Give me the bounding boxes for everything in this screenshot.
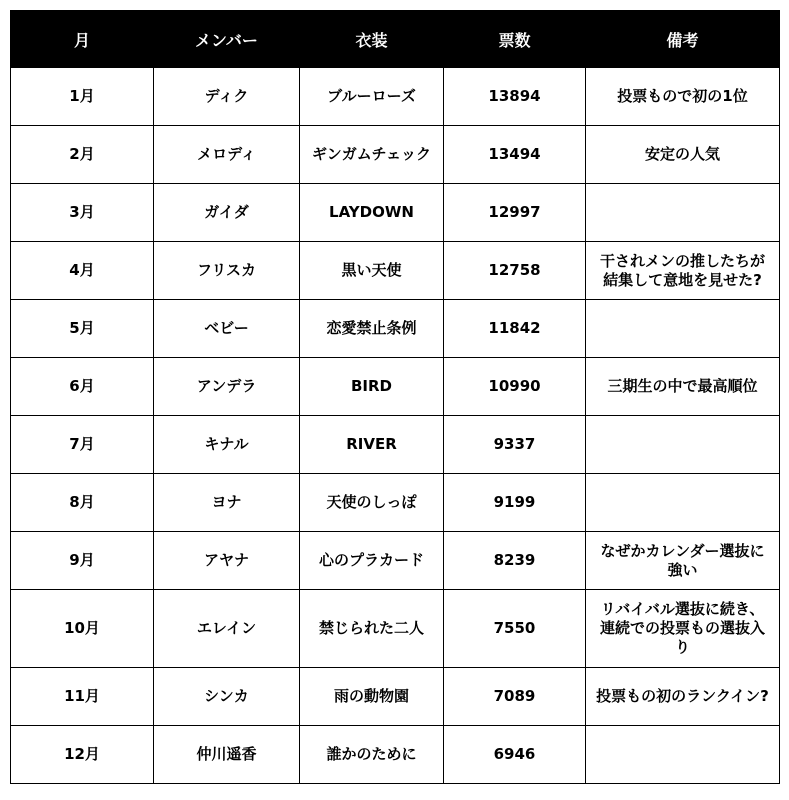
- cell-month: 6月: [11, 358, 154, 416]
- table-header-row: [11, 11, 780, 68]
- cell-member: アヤナ: [154, 532, 300, 590]
- cell-costume: ブルーローズ: [300, 68, 444, 126]
- cell-costume: 誰かのために: [300, 726, 444, 784]
- table-row: [11, 726, 780, 784]
- cell-member: シンカ: [154, 668, 300, 726]
- header-note: 備考: [586, 11, 780, 68]
- cell-note: [586, 474, 780, 532]
- cell-note: [586, 300, 780, 358]
- cell-note: なぜかカレンダー選抜に 強い: [586, 532, 780, 590]
- cell-note: [586, 184, 780, 242]
- cell-costume: 雨の動物園: [300, 668, 444, 726]
- cell-month: 5月: [11, 300, 154, 358]
- header-month: 月: [11, 11, 154, 68]
- cell-costume: 心のプラカード: [300, 532, 444, 590]
- cell-costume: LAYDOWN: [300, 184, 444, 242]
- cell-month: 11月: [11, 668, 154, 726]
- cell-votes: 13894: [444, 68, 586, 126]
- cell-member: キナル: [154, 416, 300, 474]
- cell-note: 投票もので初の1位: [586, 68, 780, 126]
- table-row: [11, 184, 780, 242]
- cell-note: 干されメンの推したちが 結集して意地を見せた?: [586, 242, 780, 300]
- cell-votes: 7089: [444, 668, 586, 726]
- cell-member: 仲川遥香: [154, 726, 300, 784]
- cell-month: 10月: [11, 590, 154, 668]
- cell-votes: 11842: [444, 300, 586, 358]
- cell-votes: 12758: [444, 242, 586, 300]
- cell-member: メロディ: [154, 126, 300, 184]
- cell-note: [586, 416, 780, 474]
- cell-costume: 天使のしっぽ: [300, 474, 444, 532]
- cell-month: 12月: [11, 726, 154, 784]
- cell-votes: 7550: [444, 590, 586, 668]
- cell-month: 1月: [11, 68, 154, 126]
- vote-table-container: [10, 10, 780, 784]
- cell-votes: 10990: [444, 358, 586, 416]
- cell-note: 三期生の中で最高順位: [586, 358, 780, 416]
- cell-votes: 9337: [444, 416, 586, 474]
- cell-costume: ギンガムチェック: [300, 126, 444, 184]
- cell-costume: 黒い天使: [300, 242, 444, 300]
- cell-member: エレイン: [154, 590, 300, 668]
- cell-votes: 6946: [444, 726, 586, 784]
- cell-note: [586, 726, 780, 784]
- cell-member: ヨナ: [154, 474, 300, 532]
- cell-member: ベビー: [154, 300, 300, 358]
- header-costume: 衣装: [300, 11, 444, 68]
- cell-month: 4月: [11, 242, 154, 300]
- table-row: [11, 532, 780, 590]
- cell-month: 7月: [11, 416, 154, 474]
- cell-member: ディク: [154, 68, 300, 126]
- table-row: [11, 68, 780, 126]
- cell-member: ガイダ: [154, 184, 300, 242]
- cell-votes: 12997: [444, 184, 586, 242]
- cell-costume: 禁じられた二人: [300, 590, 444, 668]
- vote-ranking-table: [10, 10, 780, 784]
- table-row: [11, 300, 780, 358]
- cell-note: 投票もの初のランクイン?: [586, 668, 780, 726]
- cell-month: 2月: [11, 126, 154, 184]
- table-row: [11, 668, 780, 726]
- cell-votes: 9199: [444, 474, 586, 532]
- header-member: メンバー: [154, 11, 300, 68]
- cell-month: 3月: [11, 184, 154, 242]
- cell-costume: 恋愛禁止条例: [300, 300, 444, 358]
- table-row: [11, 358, 780, 416]
- table-row: [11, 242, 780, 300]
- cell-member: アンデラ: [154, 358, 300, 416]
- table-row: [11, 590, 780, 668]
- cell-note: リバイバル選抜に続き、 連続での投票もの選抜入 り: [586, 590, 780, 668]
- table-row: [11, 416, 780, 474]
- cell-note: 安定の人気: [586, 126, 780, 184]
- table-row: [11, 126, 780, 184]
- cell-costume: BIRD: [300, 358, 444, 416]
- cell-member: フリスカ: [154, 242, 300, 300]
- cell-costume: RIVER: [300, 416, 444, 474]
- cell-votes: 8239: [444, 532, 586, 590]
- header-votes: 票数: [444, 11, 586, 68]
- cell-month: 9月: [11, 532, 154, 590]
- table-row: [11, 474, 780, 532]
- cell-month: 8月: [11, 474, 154, 532]
- cell-votes: 13494: [444, 126, 586, 184]
